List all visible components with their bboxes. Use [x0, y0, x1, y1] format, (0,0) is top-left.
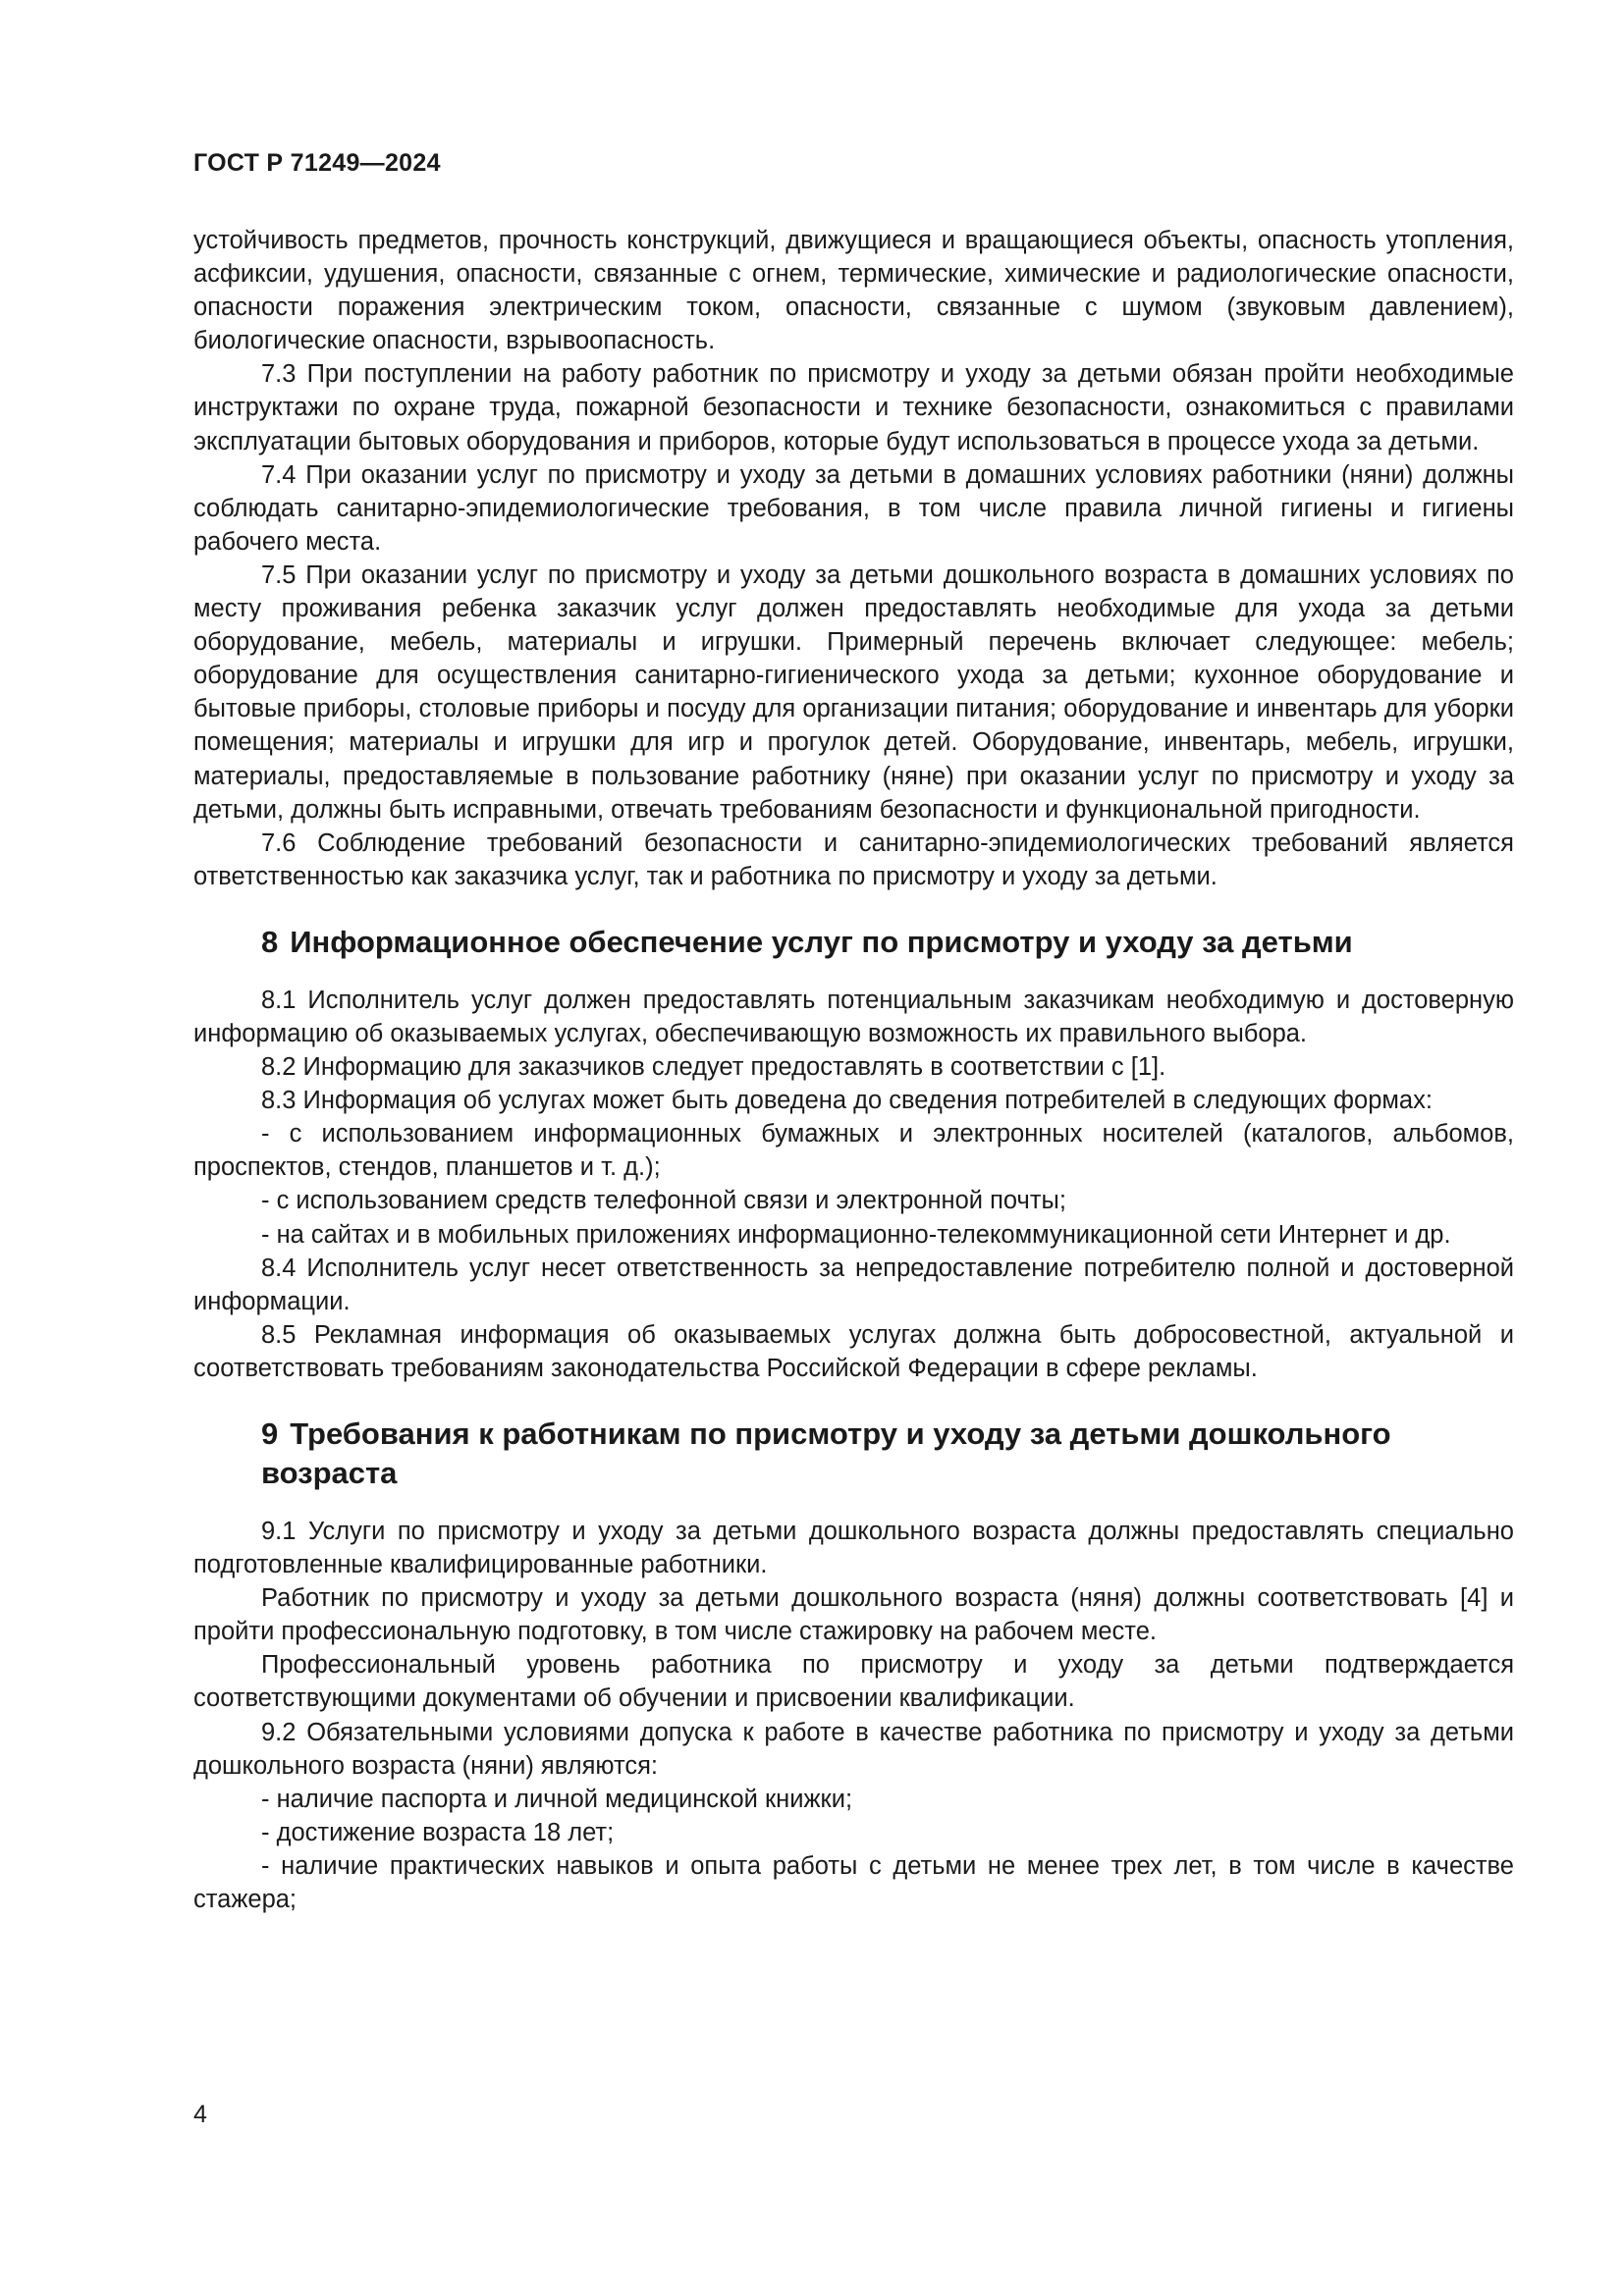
list-item: - с использованием средств телефонной связи и электронной почты;: [261, 1187, 1066, 1215]
paragraph-9-1-qualification: Профессиональный уровень работника по присмотру и уходу за детьми подтверждается соответствующими документами об обучении и присвоении квалификации.: [193, 1651, 1514, 1713]
paragraph-8-4: 8.4 Исполнитель услуг несет ответственность за непредоставление потребителю полной и достоверной информации.: [193, 1254, 1514, 1315]
paragraph-9-1: 9.1 Услуги по присмотру и уходу за детьми дошкольного возраста должны предоставлять специально подготовленные квалифицированные работники.: [193, 1518, 1514, 1579]
list-item: - с использованием информационных бумажных и электронных носителей (каталогов, альбомов, проспектов, стендов, планшетов и т. д.);: [193, 1120, 1514, 1182]
paragraph-7-3: 7.3 При поступлении на работу работник по присмотру и уходу за детьми обязан пройти необходимые инструктажи по охране труда, пожарной безопасности и технике безопасности, ознакомиться с правилами эксплуатации бытовых оборудования и приборов, которые будут использоваться в процессе ухода за детьми.: [193, 360, 1514, 455]
section-8-title: Информационное обеспечение услуг по присмотру и уходу за детьми: [290, 924, 1353, 959]
document-body: [193, 224, 1514, 1916]
list-item: - наличие паспорта и личной медицинской книжки;: [261, 1785, 853, 1813]
paragraph-7-5: 7.5 При оказании услуг по присмотру и уходу за детьми дошкольного возраста в домашних условиях по месту проживания ребенка заказчик услуг должен предоставлять необходимые для ухода за детьми оборудование, мебель, материалы и игрушки. Примерный перечень включает следующее: мебель; оборудование для осуществления санитарно-гигиенического ухода за детьми; кухонное оборудование и бытовые приборы, столовые приборы и посуду для организации питания; оборудование и инвентарь для уборки помещения; материалы и игрушки для игр и прогулок детей. Оборудование, инвентарь, мебель, игрушки, материалы, предоставляемые в пользование работнику (няне) при оказании услуг по присмотру и уходу за детьми, должны быть исправными, отвечать требованиям безопасности и функциональной пригодности.: [193, 561, 1514, 824]
section-9-number: 9: [261, 1416, 279, 1451]
list-item: - достижение возраста 18 лет;: [261, 1818, 615, 1846]
page-number: 4: [193, 2101, 207, 2128]
section-9-heading: [193, 1415, 1514, 1493]
paragraph-9-1-worker: Работник по присмотру и уходу за детьми дошкольного возраста (няня) должны соответствовать [4] и пройти профессиональную подготовку, в том числе стажировку на рабочем месте.: [193, 1584, 1514, 1646]
paragraph-8-3: 8.3 Информация об услугах может быть доведена до сведения потребителей в следующих формах:: [261, 1087, 1433, 1115]
paragraph-7-2-continuation: устойчивость предметов, прочность конструкций, движущиеся и вращающиеся объекты, опасность утопления, асфиксии, удушения, опасности, связанные с огнем, термические, химические и радиологические опасности, опасности поражения электрическим током, опасности, связанные с шумом (звуковым давлением), биологические опасности, взрывоопасность.: [193, 227, 1514, 355]
paragraph-8-1: 8.1 Исполнитель услуг должен предоставлять потенциальным заказчикам необходимую и достоверную информацию об оказываемых услугах, обеспечивающую возможность их правильного выбора.: [193, 986, 1514, 1047]
paragraph-8-2: 8.2 Информацию для заказчиков следует предоставлять в соответствии с [1].: [261, 1053, 1166, 1082]
document-code-header: ГОСТ Р 71249—2024: [193, 149, 441, 177]
paragraph-9-2: 9.2 Обязательными условиями допуска к работе в качестве работника по присмотру и уходу за детьми дошкольного возраста (няни) являются:: [193, 1718, 1514, 1780]
section-8-number: 8: [261, 924, 279, 959]
paragraph-7-6: 7.6 Соблюдение требований безопасности и санитарно-эпидемиологических требований является ответственностью как заказчика услуг, так и работника по присмотру и уходу за детьми.: [193, 828, 1514, 890]
list-item: - на сайтах и в мобильных приложениях информационно-телекоммуникационной сети Интернет и др.: [261, 1220, 1451, 1249]
section-9-title: Требования к работникам по присмотру и уходу за детьми дошкольного возраста: [261, 1416, 1391, 1490]
paragraph-7-4: 7.4 При оказании услуг по присмотру и уходу за детьми в домашних условиях работники (няни) должны соблюдать санитарно-эпидемиологические требования, в том числе правила личной гигиены и гигиены рабочего места.: [193, 460, 1514, 556]
paragraph-8-5: 8.5 Рекламная информация об оказываемых услугах должна быть добросовестной, актуальной и соответствовать требованиям законодательства Российской Федерации в сфере рекламы.: [193, 1320, 1514, 1382]
list-item: - наличие практических навыков и опыта работы с детьми не менее трех лет, в том числе в качестве стажера;: [193, 1851, 1514, 1914]
section-8-heading: [193, 923, 1514, 962]
